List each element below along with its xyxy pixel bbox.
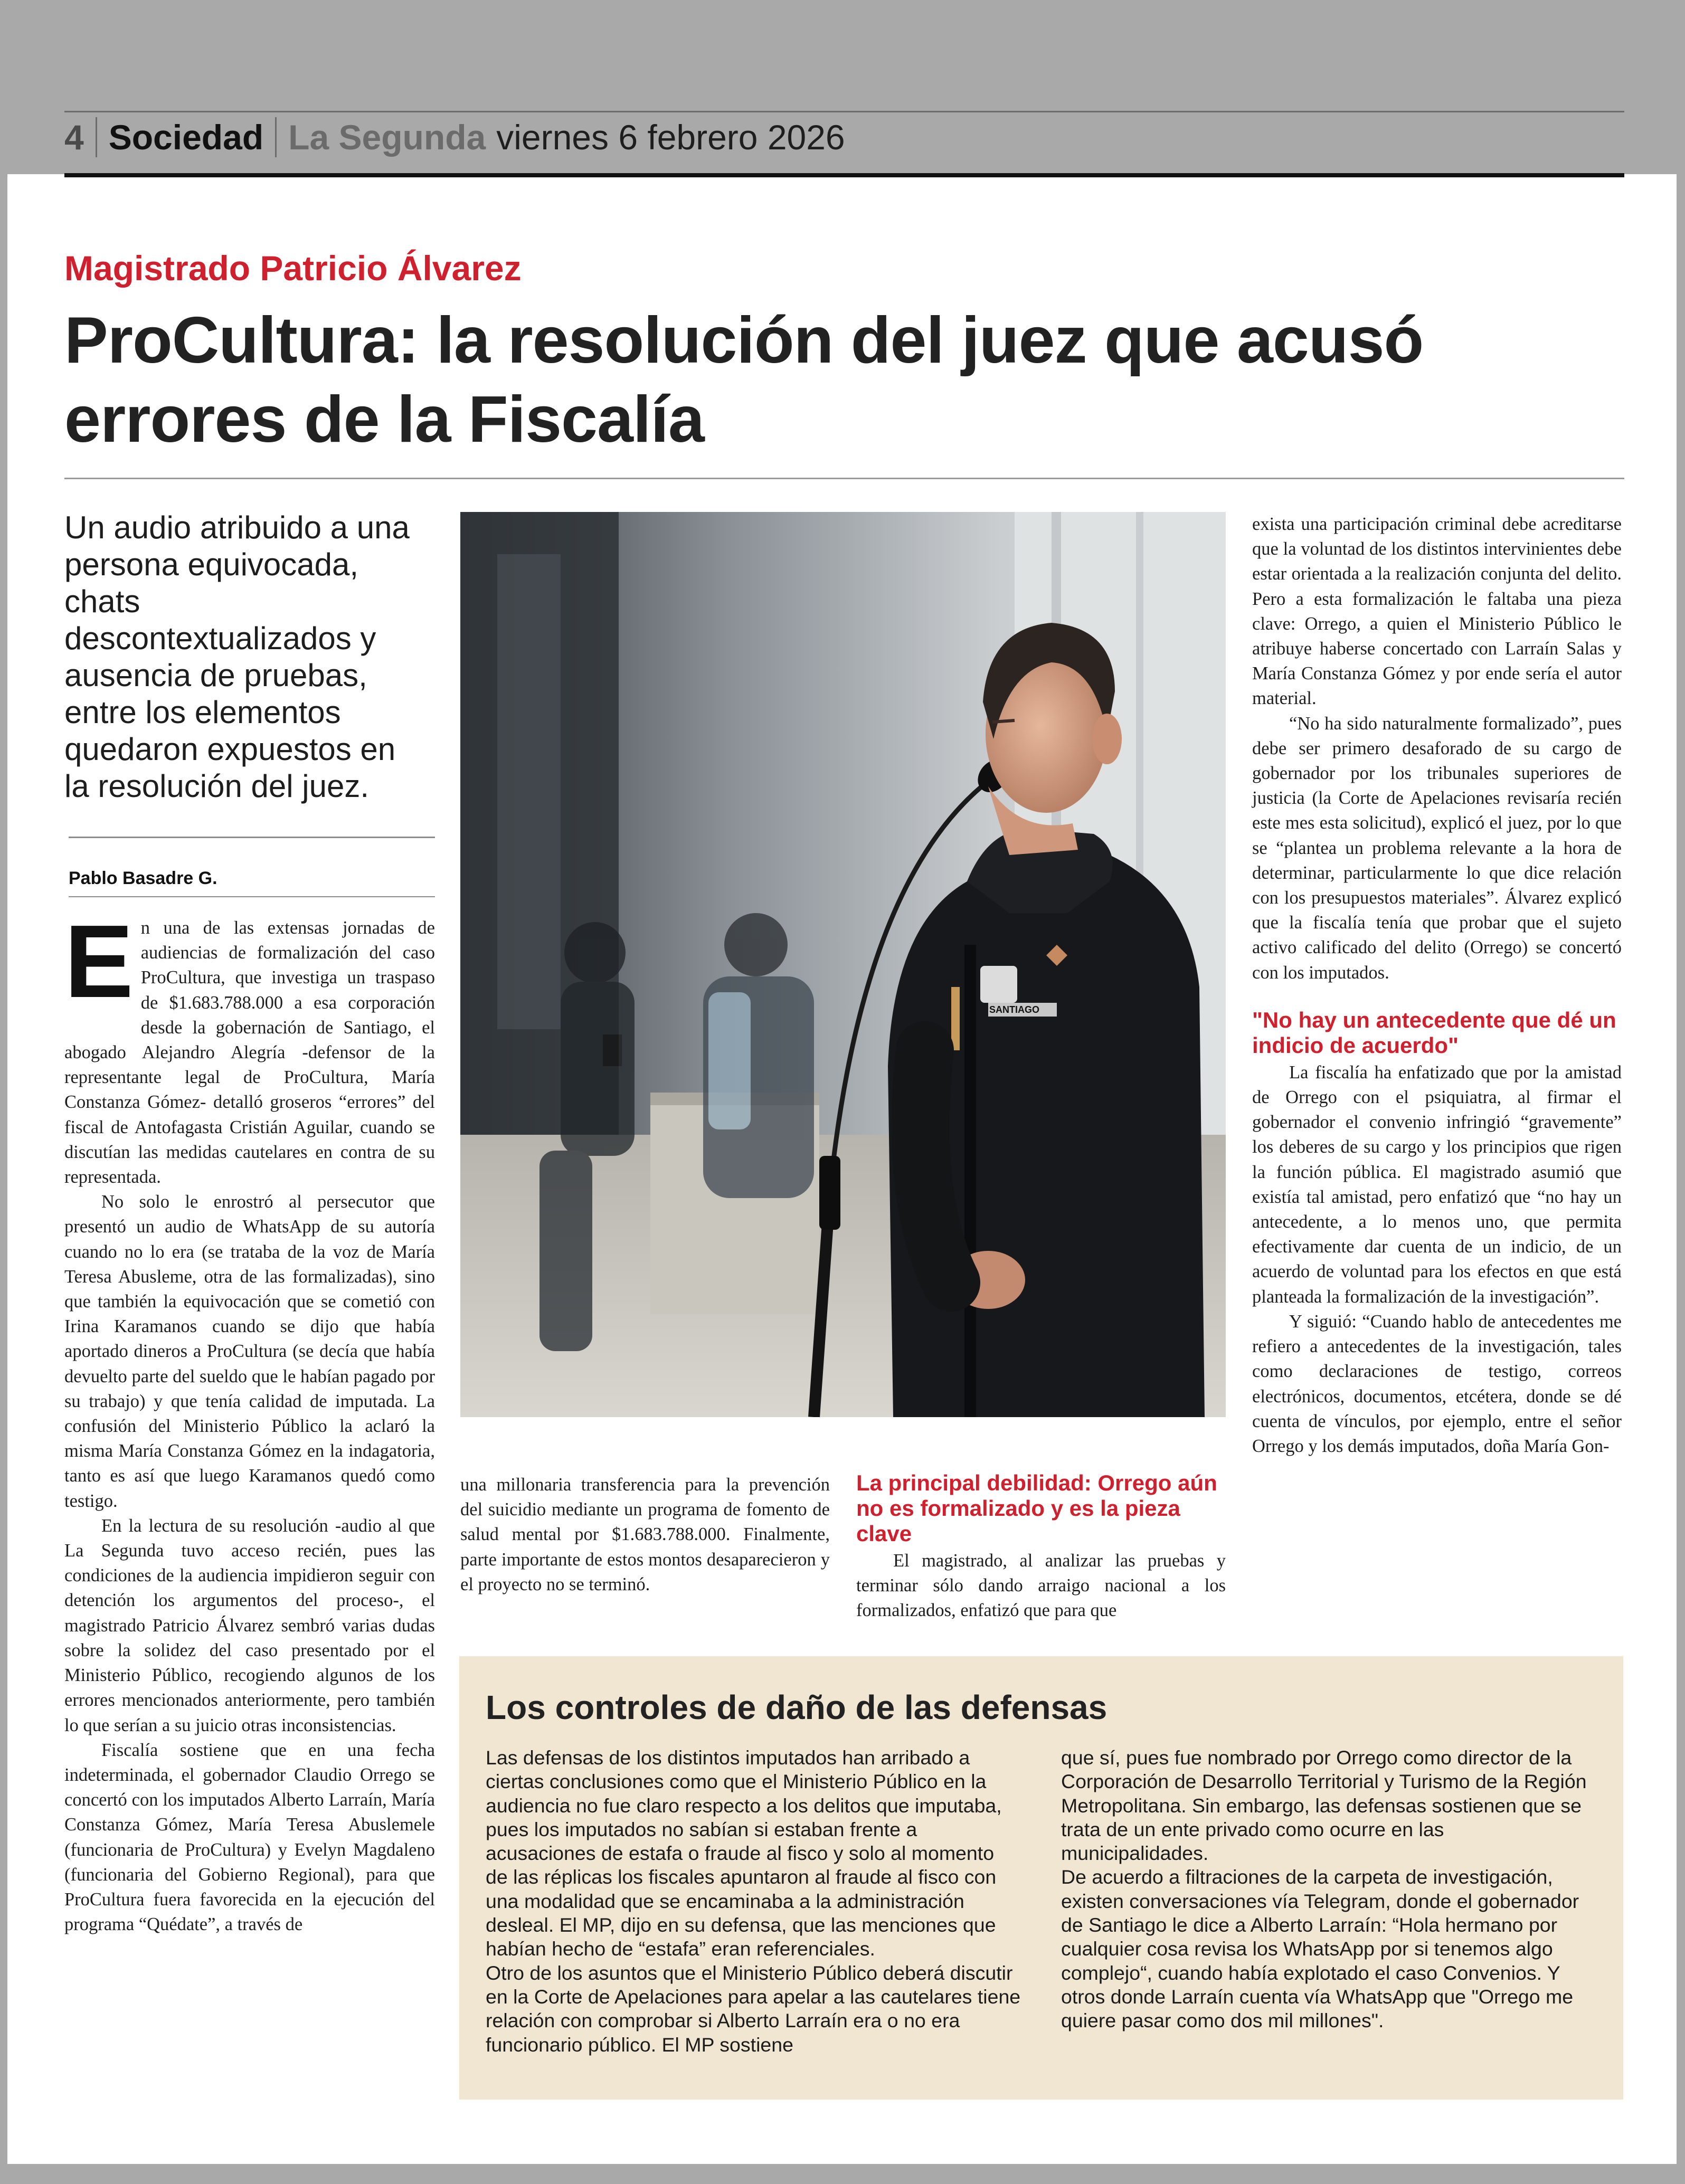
sidebar-paragraph: Las defensas de los distintos imputados han arribado a ciertas conclusiones como que el Ministerio Público en la audiencia no fue claro respecto a los delitos que imputaba, pues los imputados no sabían si estaban frente a acusaciones de estafa o fraude al fisco y solo al momento de las réplicas los fiscales apuntaron al fraude al fisco con una modalidad que se encaminaba a la administración desleal. El MP, dijo en su defensa, que las menciones que habían hecho de “estafa” eran referenciales. [486, 1746, 1002, 1960]
section-subhead: La principal debilidad: Orrego aún no es formalizado y es la pieza clave [856, 1470, 1217, 1546]
article-lead: Un audio atribuido a una persona equivocada, chats descontextualizados y ausencia de pruebas, entre los elementos quedaron expuestos en la resolución del juez. [64, 510, 410, 804]
page-header [0, 0, 1685, 174]
jacket-logo-text: SANTIAGO [989, 1004, 1040, 1015]
article-byline: Pablo Basadre G. [69, 868, 217, 888]
body-column-3 [856, 1470, 1226, 1623]
sidebar-paragraph: que sí, pues fue nombrado por Orrego como director de la Corporación de Desarrollo Territorial y Turismo de la Región Metropolitana. Sin embargo, las defensas sostienen que se trata de un ente privado como ocurre en las municipalidades. [1061, 1746, 1587, 1865]
page-number: 4 [64, 117, 97, 157]
article-headline: ProCultura: la resolución del juez que acusó errores de la Fiscalía [64, 304, 1424, 456]
section-subhead: "No hay un antecedente que dé un indicio de acuerdo" [1252, 1007, 1616, 1058]
sidebar-title: Los controles de daño de las defensas [486, 1688, 1107, 1726]
sidebar-paragraph: De acuerdo a filtraciones de la carpeta de investigación, existen conversaciones vía Telegram, donde el gobernador de Santiago le dice a Alberto Larraín: “Hola hermano por cualquier cosa revisa los WhatsApp por si tenemos algo complejo“, cuando había explotado el caso Convenios. Y otros donde Larraín cuenta vía WhatsApp que "Orrego me quiere pasar como dos mil millones". [1061, 1866, 1579, 2032]
body-paragraph: n una de las extensas jornadas de audiencias de formalización del caso ProCultura, que investiga un traspaso de $1.683.788.000 a esa corporación desde la gobernación de Santiago, el abogado Alejandro Alegría -defensor de la representante legal de ProCultura, María Constanza Gómez- detalló groseros “errores” del fiscal de Antofagasta Cristián Aguilar, cuando se discutían las medidas cautelares en contra de su representada. [64, 918, 435, 1188]
byline-rule [69, 896, 435, 897]
sidebar-paragraph: Otro de los asuntos que el Ministerio Público deberá discutir en la Corte de Apelaciones para apelar a las cautelares tiene relación con comprobar si Alberto Larraín era o no era funcionario público. El MP sostiene [486, 1961, 1021, 2056]
sidebar-column-2 [1061, 1746, 1597, 2033]
sidebar-column-1 [486, 1746, 1021, 2057]
body-paragraph: “No ha sido naturalmente formalizado”, pues debe ser primero desaforado de su cargo de gobernador por los tribunales superiores de justicia (la Corte de Apelaciones revisaría recién este mes esta solicitud), explicó el juez, por lo que se “plantea un problema relevante a la hora de determinar, particularmente lo que dice relación con los presupuestos materiales”. Álvarez explicó que la fiscalía tenía que probar que el sujeto activo calificado del delito (Orrego) se concertó con los imputados. [1252, 713, 1622, 983]
body-column-1 [64, 904, 435, 1937]
body-paragraph: Y siguió: “Cuando hablo de antecedentes me refiero a antecedentes de la investigación, tales como declaraciones de testigo, correos electrónicos, documentos, etcétera, donde se dé cuenta de vínculos, por ejemplo, entre el señor Orrego y los demás imputados, doña María Gon- [1252, 1311, 1622, 1456]
header-rule [64, 111, 1624, 112]
folio-line [64, 117, 845, 159]
body-paragraph: Fiscalía sostiene que en una fecha indeterminada, el gobernador Claudio Orrego se concertó con los imputados Alberto Larraín, María Constanza Gómez, María Teresa Abuslemele (funcionaria de ProCultura) y Evelyn Magdaleno (funcionaria del Gobierno Regional), para que ProCultura fuera favorecida en la ejecución del programa “Quédate”, a través de [64, 1740, 435, 1935]
body-paragraph: una millonaria transferencia para la prevención del suicidio mediante un programa de fomento de salud mental por $1.683.788.000. Finalmente, parte importante de estos montos desaparecieron y el proyecto no se terminó. [460, 1475, 830, 1594]
body-paragraph: No solo le enrostró al persecutor que presentó un audio de WhatsApp de su autoría cuando no lo era (se trataba de la voz de María Teresa Abusleme, otra de las formalizadas), sino que también la equivocación que se cometió con Irina Karamanos cuando se dijo que había aportado dineros a ProCultura (se decía que había devuelto parte del sueldo que le habían pagado por su trabajo) y que tenía calidad de imputada. La confusión del Ministerio Público la aclaró la misma María Constanza Gómez en la indagatoria, tanto es así que luego Karamanos quedó como testigo. [64, 1192, 435, 1511]
header-thick-rule [64, 173, 1624, 177]
body-column-2 [460, 1473, 830, 1597]
lead-rule [69, 837, 435, 838]
article-photo [460, 512, 1226, 1417]
issue-date: viernes 6 febrero 2026 [496, 118, 845, 157]
body-paragraph: En la lectura de su resolución -audio al que La Segunda tuvo acceso recién, pues las condiciones de la audiencia impidieron seguir con detención los argumentos del proceso-, el magistrado Patricio Álvarez sembró varias dudas sobre la solidez del caso presentado por el Ministerio Público, recogiendo algunos de los errores mencionados anteriormente, pero también lo que serían a su juicio otras inconsistencias. [64, 1515, 435, 1735]
photo-illustration [460, 512, 1226, 1417]
publication-name: La Segunda [288, 118, 486, 157]
body-paragraph: La fiscalía ha enfatizado que por la amistad de Orrego con el psiquiatra, al firmar el gobernador el convenio infringió “gravemente” los deberes de su cargo y los principios que rigen la función pública. El magistrado asumió que existía tal amistad, pero enfatizó que “no hay un antecedente, a lo menos uno, que permita efectivamente dar cuenta de un indicio, de un acuerdo de voluntad para los efectos en que está planteada la formalización de la investigación”. [1252, 1062, 1622, 1307]
sidebar-box [459, 1656, 1623, 2100]
drop-cap: E [64, 904, 134, 1019]
article-kicker: Magistrado Patricio Álvarez [64, 249, 522, 288]
body-column-4 [1252, 512, 1622, 1459]
body-paragraph: exista una participación criminal debe acreditarse que la voluntad de los distintos intervinientes debe estar orientada a la realización conjunta del delito. Pero a esta formalización le faltaba una pieza clave: Orrego, a quien el Ministerio Público le atribuye haberse concertado con Larraín Salas y María Constanza Gómez y por ende sería el autor material. [1252, 514, 1622, 709]
headline-rule [64, 478, 1624, 479]
body-paragraph: El magistrado, al analizar las pruebas y terminar sólo dando arraigo nacional a los formalizados, enfatizó que para que [856, 1551, 1226, 1621]
section-name: Sociedad [97, 117, 277, 157]
